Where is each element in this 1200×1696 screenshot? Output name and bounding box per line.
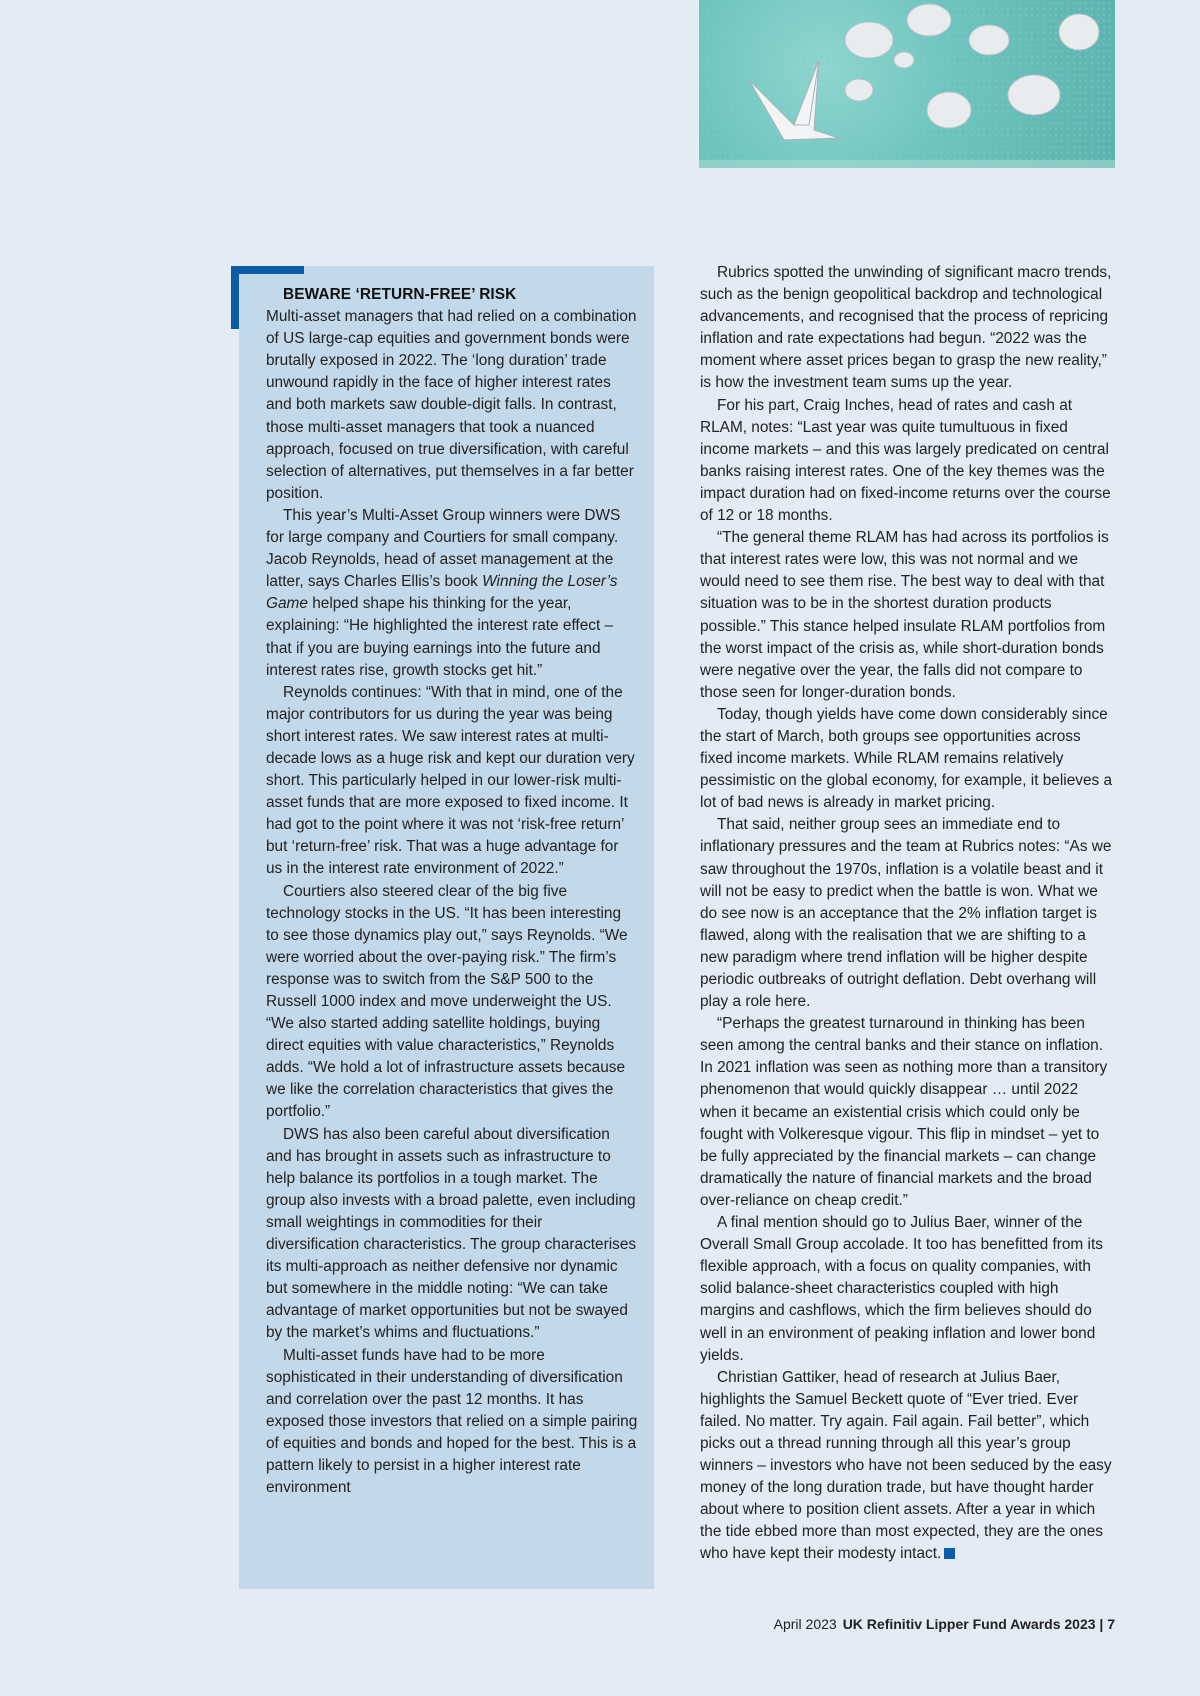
paper-crane-image — [699, 0, 1115, 168]
main-paragraph-3: “The general theme RLAM has had across its portfolios is that interest rates were low, this was not normal and we would need to see them rise. The best way to deal with that situation was to be in the shortest duration products possible.” This stance helped insulate RLAM portfolios from the worst impact of the crisis as, while short-duration bonds were negative over the year, the falls did not compare to those seen for longer-duration bonds. — [700, 529, 1109, 701]
sidebar-paragraph-2 — [266, 505, 638, 682]
sidebar-accent-bar-vertical — [231, 266, 239, 329]
end-of-article-square-icon — [944, 1548, 955, 1559]
main-column — [700, 262, 1116, 1566]
sidebar-paragraph-2-start: This year’s Multi-Asset Group winners were DWS for large company and Courtiers for small company. Jacob Reynolds, head of asset management at the latter, says Charles Ellis’s book — [266, 506, 621, 591]
main-paragraph-2: For his part, Craig Inches, head of rates and cash at RLAM, notes: “Last year was quite tumultuous in fixed income markets – and this was largely predicated on central banks raising interest rates. One of the key themes was the impact duration had on fixed-income returns over the course of 12 or 18 months. — [700, 396, 1111, 525]
sidebar-paragraph-6: Multi-asset funds have had to be more sophisticated in their understanding of diversification and correlation over the past 12 months. It has exposed those investors that relied on a simple pairing of equities and bonds and hoped for the best. This is a pattern likely to persist in a higher interest rate environment — [266, 1346, 638, 1497]
main-paragraph-1: Rubrics spotted the unwinding of significant macro trends, such as the benign geopolitical backdrop and technological advancements, and recognised that the process of repricing inflation and rate expectations had begun. “2022 was the moment where asset prices began to grasp the new reality,” is how the investment team sums up the year. — [700, 264, 1112, 392]
main-paragraph-6: “Perhaps the greatest turnaround in thinking has been seen among the central banks and their stance on inflation. In 2021 inflation was seen as nothing more than a transitory phenomenon that would quickly disappear … until 2022 when it became an existential crisis which could only be fought with Volkeresque vigour. This flip in mindset – yet to be fully appreciated by the financial markets – can change dramatically the nature of financial markets and the broad over-reliance on cheap credit.” — [700, 1015, 1108, 1209]
sidebar-column — [266, 284, 638, 1499]
sidebar-accent-bar-horizontal — [231, 266, 304, 274]
footer-date: April 2023 — [773, 1616, 837, 1632]
main-paragraph-4: Today, though yields have come down considerably since the start of March, both groups see opportunities across fixed income markets. While RLAM remains relatively pessimistic on the global economy, for example, it believes a lot of bad news is already in market pricing. — [700, 705, 1113, 812]
sidebar-paragraph-5: DWS has also been careful about diversification and has brought in assets such as infrastructure to help balance its portfolios in a tough market. The group also invests with a broad palette, even including small weightings in commodities for their diversification characteristics. The group characterises its multi-approach as neither defensive nor dynamic but somewhere in the middle noting: “We can take advantage of market opportunities but not be swayed by the market’s whims and fluctuations.” — [266, 1125, 637, 1342]
page-footer — [774, 1616, 1115, 1632]
main-paragraph-7: A final mention should go to Julius Baer, winner of the Overall Small Group accolade. It too has benefitted from its flexible approach, with a focus on quality companies, with solid balance-sheet characteristics coupled with high margins and cashflows, which the firm believes should do well in an environment of peaking inflation and lower bond yields. — [700, 1214, 1103, 1364]
footer-publication: UK Refinitiv Lipper Fund Awards 2023 | 7 — [842, 1616, 1115, 1632]
main-paragraph-8 — [700, 1367, 1116, 1566]
sidebar-paragraph-3: Reynolds continues: “With that in mind, one of the major contributors for us during the year was being short interest rates. We saw interest rates at multi-decade lows as a huge risk and kept our duration very short. This particularly helped in our lower-risk multi-asset funds that are more exposed to fixed income. It had got to the point where it was not ‘risk-free return’ but ‘return-free’ risk. That was a huge advantage for us in the interest rate environment of 2022.” — [266, 683, 635, 878]
sidebar-paragraph-1: Multi-asset managers that had relied on a combination of US large-cap equities and government bonds were brutally exposed in 2022. The ‘long duration’ trade unwound rapidly in the face of higher interest rates and both markets saw double-digit falls. In contrast, those multi-asset managers that took a nuanced approach, focused on true diversification, with careful selection of alternatives, put themselves in a far better position. — [266, 308, 637, 502]
sidebar-paragraph-2-end: helped shape his thinking for the year, explaining: “He highlighted the interest rate effect – that if you are buying earnings into the future and interest rates rise, growth stocks get hit.” — [266, 595, 614, 679]
main-paragraph-8-text: Christian Gattiker, head of research at Julius Baer, highlights the Samuel Beckett quote of “Ever tried. Ever failed. No matter. Try again. Fail again. Fail better”, which picks out a thread running through all this year’s group winners – investors who have not been seduced by the easy money of the long duration trade, but have thought harder about where to position client assets. After a year in which the tide ebbed more than most expected, they are the ones who have kept their modesty intact. — [700, 1368, 1112, 1563]
book-title: Winning the Loser’s Game — [266, 573, 618, 613]
main-paragraph-5: That said, neither group sees an immediate end to inflationary pressures and the team at Rubrics notes: “As we saw throughout the 1970s, inflation is a volatile beast and it will not be easy to predict when the battle is won. What we do see now is an acceptance that the 2% inflation target is flawed, along with the realisation that we are shifting to a new paradigm where trend inflation will be higher despite periodic outbreaks of outright deflation. Debt overhang will play a role here. — [700, 816, 1112, 1011]
sidebar-paragraph-4: Courtiers also steered clear of the big five technology stocks in the US. “It has been interesting to see those dynamics play out,” says Reynolds. “We were worried about the over-paying risk.” The firm’s response was to switch from the S&P 500 to the Russell 1000 index and move underweight the US. “We also started adding satellite holdings, buying direct equities with value characteristics,” Reynolds adds. “We hold a lot of infrastructure assets because we like the correlation characteristics that gives the portfolio.” — [266, 882, 628, 1121]
sidebar-heading: BEWARE ‘RETURN-FREE’ RISK — [283, 286, 517, 303]
